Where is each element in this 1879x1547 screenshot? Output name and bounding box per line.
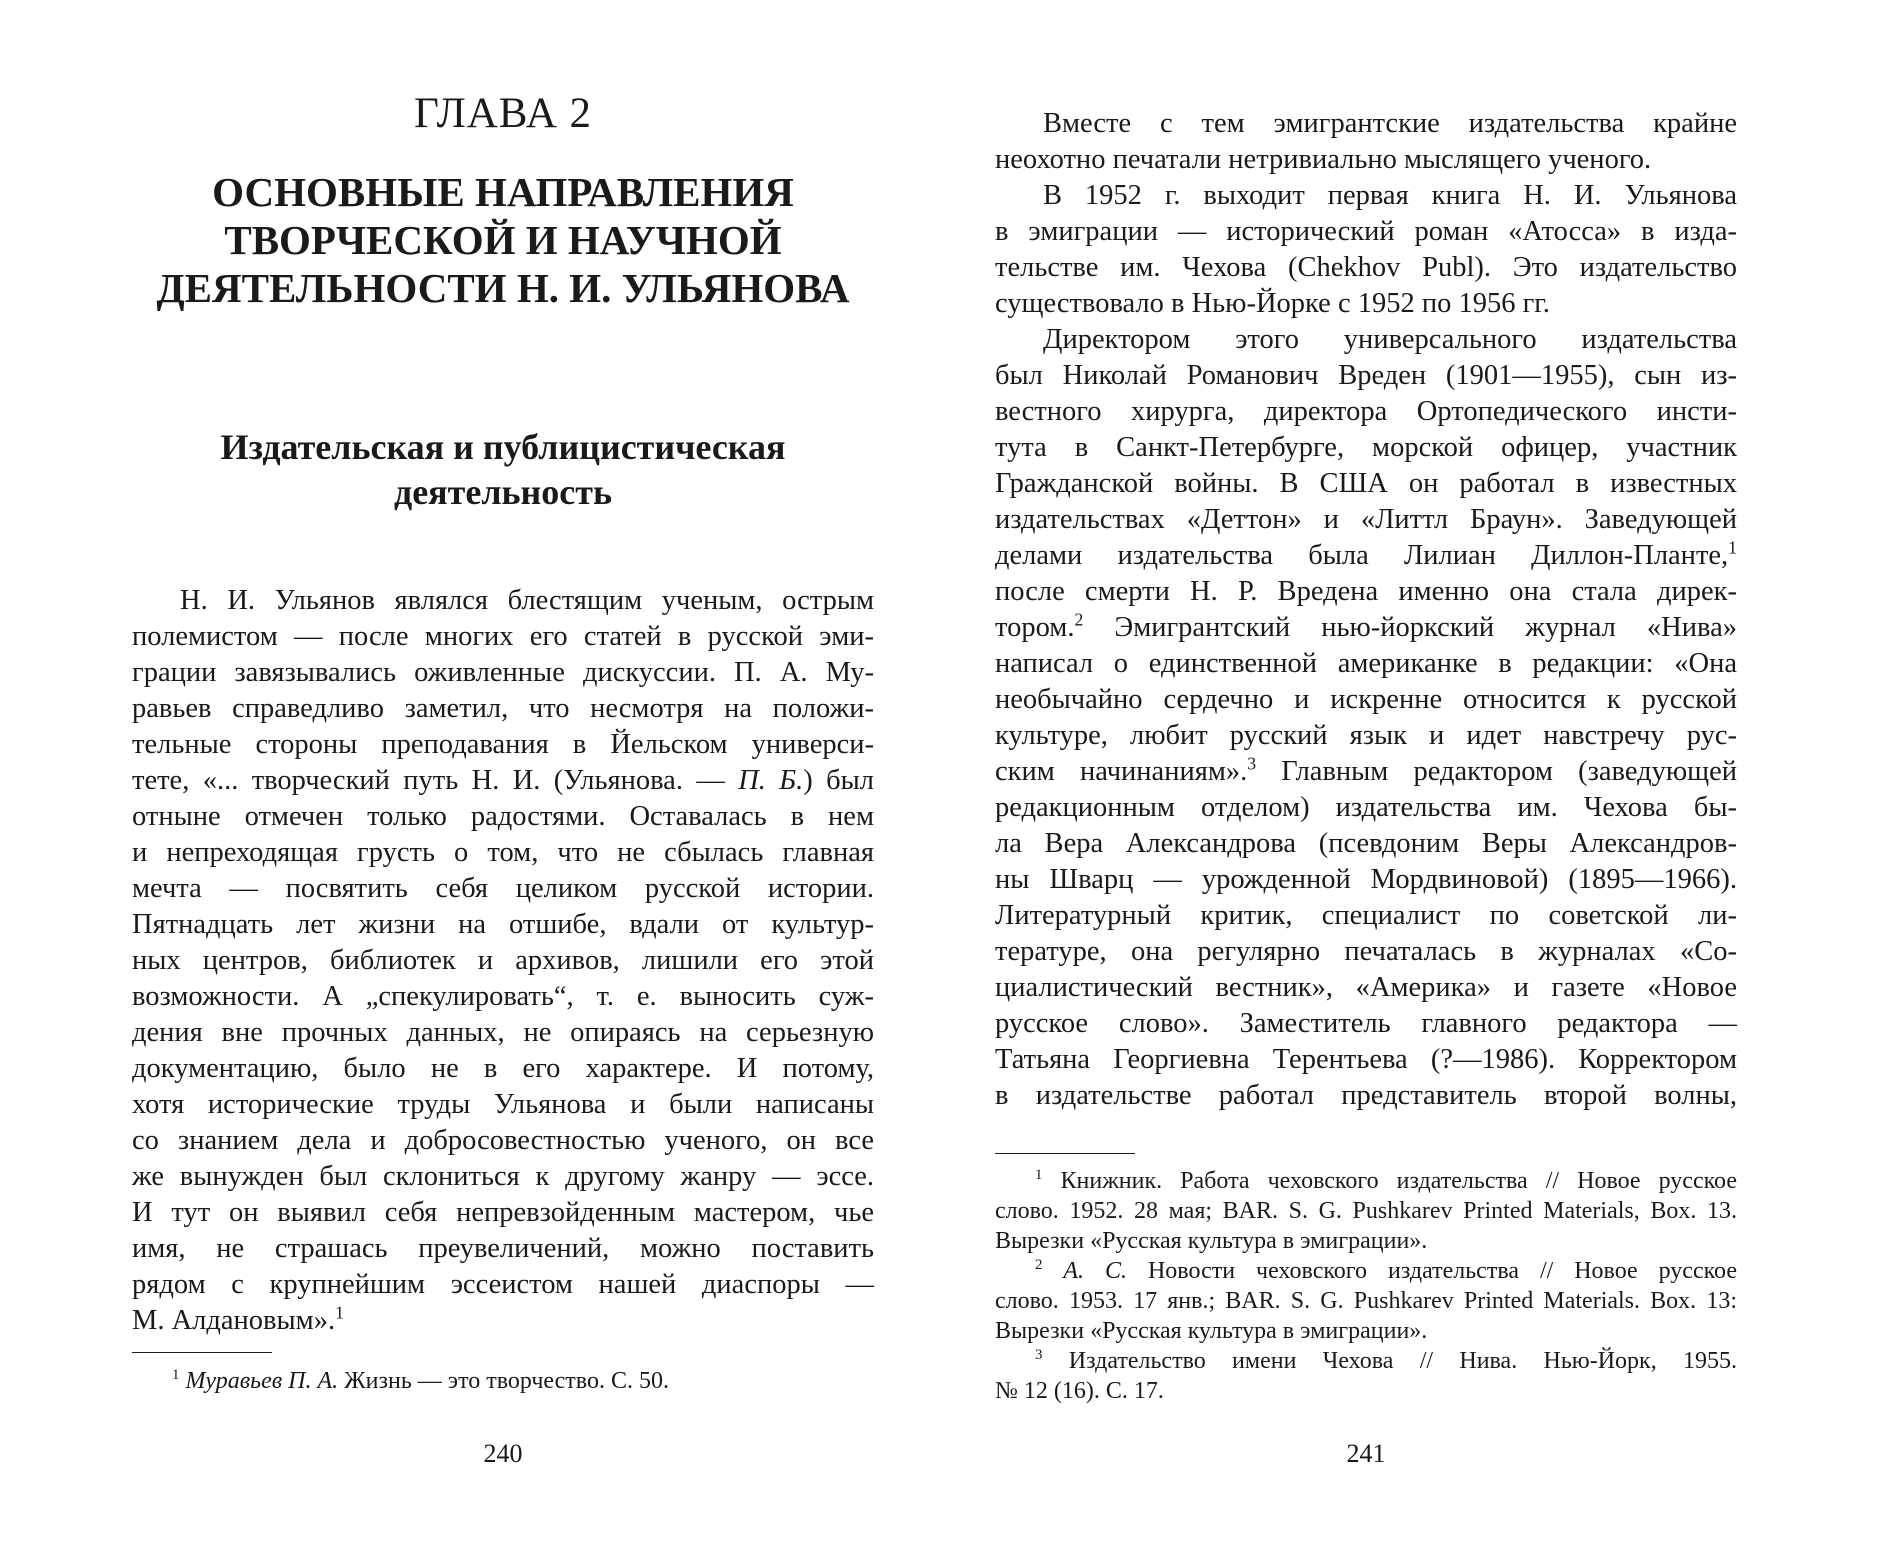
body-line: полемистом — после многих его статей в русской эми- [132, 621, 874, 652]
body-line: имя, не страшась преувеличений, можно поставить [132, 1233, 874, 1264]
body-line: культуре, любит русский язык и идет навстречу рус- [995, 720, 1737, 751]
chapter-title-line: ДЕЯТЕЛЬНОСТИ Н. И. УЛЬЯНОВА [156, 265, 850, 311]
body-line-text: Эмигрантский нью-йоркский журнал «Нива» [1083, 612, 1737, 643]
body-line: тельные стороны преподавания в Йельском универси- [132, 729, 874, 760]
footnote-reference[interactable]: 3 [1247, 753, 1257, 774]
section-title-line: Издательская и публицистическая [220, 427, 786, 467]
body-line: рядом с крупнейшим эссеистом нашей диаспоры — [132, 1269, 874, 1300]
body-line: со знанием дела и добросовестностью ученого, он все [132, 1125, 874, 1156]
footnote-line: слово. 1952. 28 мая; BAR. S. G. Pushkarev Printed Materials, Box. 13. [995, 1198, 1737, 1224]
body-line: Татьяна Георгиевна Терентьева (?—1986). Корректором [995, 1044, 1737, 1075]
footnote [995, 1346, 1737, 1376]
body-line: мечта — посвятить себя целиком русской истории. [132, 873, 874, 904]
body-line-text: тете, «... творческий путь Н. И. (Ульянова. — [132, 765, 739, 796]
body-line: В 1952 г. выходит первая книга Н. И. Ульянова [1043, 180, 1737, 211]
footnote-line: Вырезки «Русская культура в эмиграции». [995, 1318, 1428, 1344]
body-line: вестного хирурга, директора Ортопедического инсти- [995, 396, 1737, 427]
body-line: равьев справедливо заметил, что несмотря на положи- [132, 693, 874, 724]
body-line-text: Главным редактором (заведующей [1256, 756, 1737, 787]
footnote-reference[interactable]: 1 [335, 1302, 344, 1323]
body-line-text: М. Алдановым». [132, 1305, 336, 1336]
page-number: 240 [483, 1439, 523, 1468]
body-line: отныне отмечен только радостями. Оставалась в нем [132, 801, 874, 832]
body-line [995, 610, 1737, 646]
body-line: в эмиграции — исторический роман «Атосса» в изда- [995, 216, 1737, 247]
footnote-reference[interactable]: 1 [1728, 537, 1737, 558]
left-page [132, 0, 874, 1547]
body-line: хотя исторические труды Ульянова и были написаны [132, 1089, 874, 1120]
footnote [995, 1166, 1737, 1196]
chapter-title [132, 168, 874, 312]
body-line: циалистический вестник», «Америка» и газете «Новое [995, 972, 1737, 1003]
footnote-text: Новости чеховского издательства // Новое русское [1127, 1258, 1737, 1284]
footnote-author: А. С. [1063, 1258, 1128, 1284]
footnote [995, 1256, 1737, 1286]
footnote-text: Издательство имени Чехова // Нива. Нью-Йорк, 1955. [1068, 1348, 1738, 1374]
body-line: Литературный критик, специалист по советской ли- [995, 900, 1737, 931]
body-line: грации завязывались оживленные дискуссии. П. А. Му- [132, 657, 874, 688]
body-line: ла Вера Александрова (псевдоним Веры Александров- [995, 828, 1737, 859]
footnote-line: Вырезки «Русская культура в эмиграции». [995, 1228, 1428, 1254]
body-line: дения вне прочных данных, не опираясь на серьезную [132, 1017, 874, 1048]
footnote-number: 1 [1035, 1167, 1043, 1183]
body-line: существовало в Нью-Йорке с 1952 по 1956 гг. [995, 288, 1550, 319]
body-line: Пятнадцать лет жизни на отшибе, вдали от культур- [132, 909, 874, 940]
body-line [132, 1303, 874, 1339]
body-line: неохотно печатали нетривиально мыслящего ученого. [995, 144, 1652, 175]
body-line: и непреходящая грусть о том, что не сбылась главная [132, 837, 874, 868]
section-title-line: деятельность [393, 472, 612, 512]
section-title [132, 425, 874, 515]
body-line: в издательстве работал представитель второй волны, [995, 1080, 1737, 1111]
body-line: русское слово». Заместитель главного редактора — [995, 1008, 1737, 1039]
footnote-number: 1 [172, 1367, 180, 1383]
footnote-text: Книжник. Работа чеховского издательства // Новое русское [1060, 1168, 1737, 1194]
footnote-reference[interactable]: 2 [1074, 609, 1084, 630]
body-line: ных центров, библиотек и архивов, лишили его этой [132, 945, 874, 976]
body-line: документацию, было не в его характере. И потому, [132, 1053, 874, 1084]
footnote-author: Муравьев П. А. [185, 1368, 339, 1394]
chapter-title-line: ОСНОВНЫЕ НАПРАВЛЕНИЯ [212, 169, 794, 215]
right-page [995, 0, 1737, 1547]
body-line: Директором этого универсального издательства [1043, 324, 1737, 355]
footnote-number: 2 [1035, 1257, 1043, 1273]
body-line-text: ским начинаниям». [995, 756, 1248, 787]
body-line [995, 754, 1737, 790]
body-line: тературе, она регулярно печаталась в журналах «Со- [995, 936, 1737, 967]
chapter-title-line: ТВОРЧЕСКОЙ И НАУЧНОЙ [224, 217, 782, 263]
footnote-rule [995, 1153, 1135, 1154]
body-line: издательствах «Деттон» и «Литтл Браун». Заведующей [995, 504, 1737, 535]
footnote-text: Жизнь — это творчество. С. 50. [338, 1368, 669, 1394]
body-line: И тут он выявил себя непревзойденным мастером, чье [132, 1197, 874, 1228]
body-line: Вместе с тем эмигрантские издательства крайне [1043, 108, 1737, 139]
footnote-number: 3 [1035, 1347, 1043, 1363]
body-line: же вынужден был склониться к другому жанру — эссе. [132, 1161, 874, 1192]
chapter-label: ГЛАВА 2 [413, 90, 593, 137]
body-line-text: ) был [803, 765, 874, 796]
body-line: тельстве им. Чехова (Chekhov Publ). Это издательство [995, 252, 1737, 283]
footnote-line: № 12 (16). С. 17. [995, 1378, 1164, 1404]
body-line [132, 763, 874, 799]
body-line-text: тором. [995, 612, 1075, 643]
footnote [132, 1366, 874, 1396]
footnote-rule [132, 1352, 272, 1353]
body-line [995, 538, 1737, 574]
body-line: Гражданской войны. В США он работал в известных [995, 468, 1737, 499]
body-line: необычайно сердечно и искренне относится к русской [995, 684, 1737, 715]
body-line-text: делами издательства была Лилиан Диллон-Планте, [995, 540, 1729, 571]
body-line: редакционным отделом) издательства им. Чехова бы- [995, 792, 1737, 823]
body-line: был Николай Романович Вреден (1901—1955), сын из- [995, 360, 1737, 391]
body-line: после смерти Н. Р. Вредена именно она стала дирек- [995, 576, 1737, 607]
page-number: 241 [1346, 1439, 1386, 1468]
body-line: ны Шварц — урожденной Мордвиновой) (1895—1966). [995, 864, 1737, 895]
editor-initials: П. Б. [738, 765, 804, 796]
body-line: тута в Санкт-Петербурге, морской офицер, участник [995, 432, 1737, 463]
body-line: написал о единственной американке в редакции: «Она [995, 648, 1737, 679]
body-line: возможности. А „спекулировать“, т. е. выносить суж- [132, 981, 874, 1012]
body-line: Н. И. Ульянов являлся блестящим ученым, острым [180, 585, 874, 616]
footnote-line: слово. 1953. 17 янв.; BAR. S. G. Pushkarev Printed Materials. Box. 13: [995, 1288, 1737, 1314]
